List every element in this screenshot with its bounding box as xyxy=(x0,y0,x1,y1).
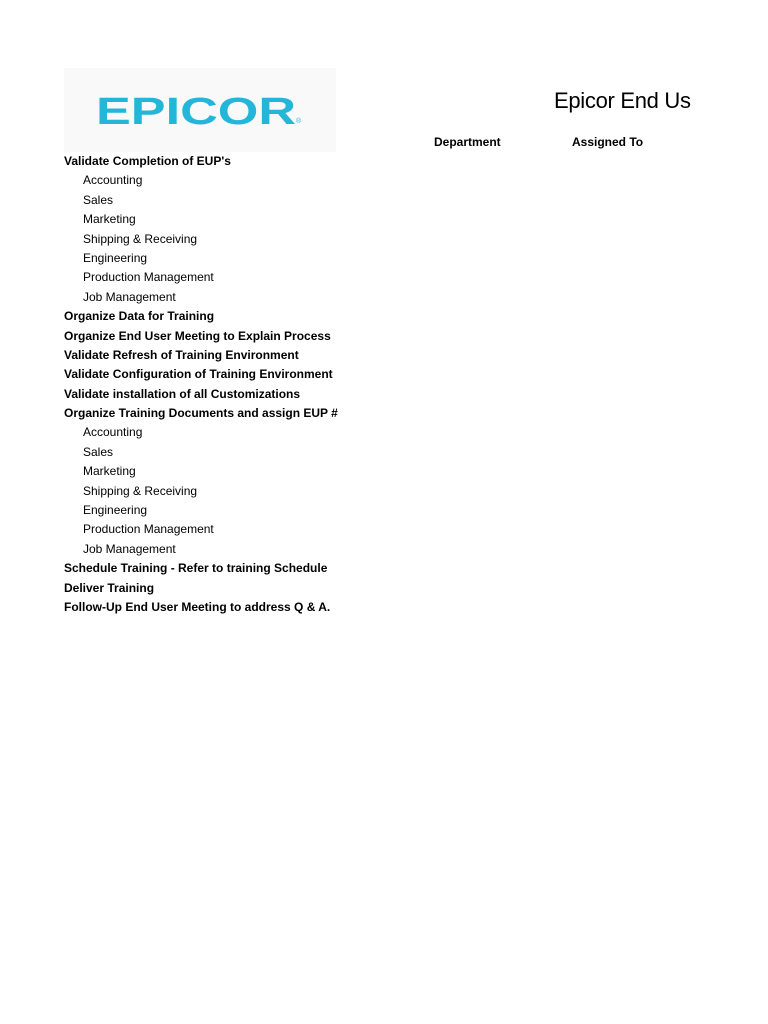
task-subitem: Marketing xyxy=(83,464,136,479)
task-subitem: Production Management xyxy=(83,270,214,285)
page-title: Epicor End Us xyxy=(554,88,691,113)
task-item: Organize Data for Training xyxy=(64,309,215,324)
task-subitem: Sales xyxy=(83,444,114,459)
task-subitem: Engineering xyxy=(83,503,148,518)
epicor-logo-mark xyxy=(96,92,308,130)
task-subitem: Shipping & Receiving xyxy=(83,231,198,246)
task-subitem: Engineering xyxy=(83,250,148,265)
task-subitem: Sales xyxy=(83,192,114,207)
registered-mark-icon: ® xyxy=(296,118,302,125)
task-list xyxy=(64,152,404,617)
column-header-department: Department xyxy=(434,135,501,149)
task-item: Schedule Training - Refer to training Schedule xyxy=(64,561,328,576)
task-item: Validate Refresh of Training Environment xyxy=(64,347,299,362)
task-item: Organize End User Meeting to Explain Process xyxy=(64,328,331,343)
task-subitem: Job Management xyxy=(83,289,176,304)
task-subitem: Shipping & Receiving xyxy=(83,483,198,498)
epicor-logo xyxy=(64,68,336,152)
task-subitem: Job Management xyxy=(83,541,176,556)
column-header-assigned-to: Assigned To xyxy=(572,135,644,149)
task-item: Validate installation of all Customizations xyxy=(64,386,301,401)
task-item: Deliver Training xyxy=(64,580,155,595)
task-item: Validate Configuration of Training Environment xyxy=(64,367,333,382)
epicor-logo-text: EPICOR xyxy=(96,92,296,130)
task-item: Organize Training Documents and assign EUP # xyxy=(64,406,338,421)
task-item: Follow-Up End User Meeting to address Q & A. xyxy=(64,599,331,614)
task-item: Validate Completion of EUP's xyxy=(64,154,231,168)
task-subitem: Marketing xyxy=(83,212,136,227)
title-area xyxy=(540,84,691,120)
task-subitem: Accounting xyxy=(83,173,143,188)
task-subitem: Production Management xyxy=(83,522,214,537)
task-subitem: Accounting xyxy=(83,425,143,440)
